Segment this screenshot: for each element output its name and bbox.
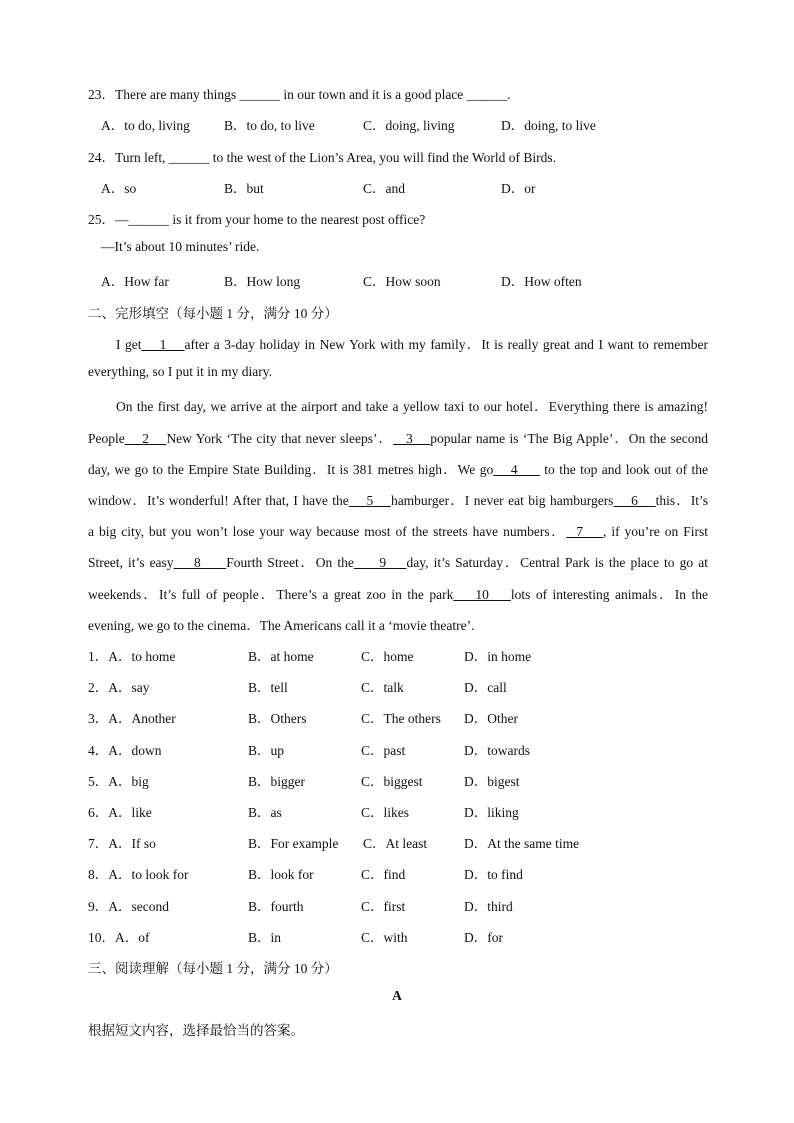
q5-option-a[interactable]: 5．A．big (88, 774, 149, 789)
blank-10: 10 (453, 587, 511, 602)
blank-6: 6 (613, 493, 656, 508)
q4-option-d[interactable]: D．towards (464, 743, 530, 758)
passage-line-5 (88, 458, 708, 478)
q5-option-b[interactable]: B．bigger (248, 774, 305, 789)
q25-option-b[interactable]: B．How long (224, 274, 301, 289)
q1-option-c[interactable]: C．home (361, 649, 414, 664)
q9-option-b[interactable]: B．fourth (248, 899, 304, 914)
blank-4: 4 (493, 462, 540, 477)
q25-option-d[interactable]: D．How often (501, 274, 582, 289)
q4-option-b[interactable]: B．up (248, 743, 285, 758)
q1-option-a[interactable]: 1．A．to home (88, 649, 176, 664)
blank-7: 7 (566, 524, 603, 539)
section-2-heading: 二、完形填空（每小题 1 分，满分 10 分） (88, 306, 338, 321)
passage-line-2: everything, so I put it in my diary. (88, 364, 272, 379)
passage-text: People (88, 431, 125, 446)
passage-text: lots of interesting animals．In the (510, 587, 709, 602)
question-25-stem: 25．—______ is it from your home to the nearest post office? (88, 212, 426, 227)
passage-line-10: evening, we go to the cinema．The Americans call it a ‘movie theatre’. (88, 618, 475, 633)
q7-option-b[interactable]: B．For example (248, 836, 339, 851)
q6-option-c[interactable]: C．likes (361, 805, 410, 820)
passage-line-8 (88, 551, 708, 571)
passage-line-7 (88, 520, 708, 540)
passage-text: a big city, but you won’t lose your way because most of the streets have numbers． (88, 524, 567, 539)
q10-option-d[interactable]: D．for (464, 930, 503, 945)
passage-text: Fourth Street．On the (226, 555, 354, 570)
reading-instruction: 根据短文内容，选择最恰当的答案。 (88, 1023, 304, 1038)
q23-option-a[interactable]: A．to do, living (101, 118, 190, 133)
passage-text: I get (116, 337, 142, 352)
blank-9: 9 (353, 555, 407, 570)
q24-option-d[interactable]: D．or (501, 181, 536, 196)
q7-option-a[interactable]: 7．A．If so (88, 836, 156, 851)
q8-option-d[interactable]: D．to find (464, 867, 523, 882)
passage-line-1 (88, 333, 708, 353)
q2-option-a[interactable]: 2．A．say (88, 680, 150, 695)
q24-option-b[interactable]: B．but (224, 181, 264, 196)
q4-option-a[interactable]: 4．A．down (88, 743, 162, 758)
blank-1: 1 (141, 337, 185, 352)
q3-option-b[interactable]: B．Others (248, 711, 307, 726)
blank-2: 2 (124, 431, 167, 446)
q8-option-c[interactable]: C．find (361, 867, 406, 882)
q6-option-a[interactable]: 6．A．like (88, 805, 152, 820)
q3-option-d[interactable]: D．Other (464, 711, 518, 726)
q10-option-b[interactable]: B．in (248, 930, 282, 945)
blank-8: 8 (173, 555, 227, 570)
blank-5: 5 (348, 493, 391, 508)
q23-option-b[interactable]: B．to do, to live (224, 118, 315, 133)
passage-text: Street, it’s easy (88, 555, 174, 570)
passage-text: after a 3-day holiday in New York with my family．It is really great and I want to remember (184, 337, 708, 352)
q10-option-a[interactable]: 10．A．of (88, 930, 150, 945)
q10-option-c[interactable]: C．with (361, 930, 408, 945)
passage-text: day, we go to the Empire State Building．It is 381 metres high．We go (88, 462, 494, 477)
passage-text: weekends．It’s full of people．There’s a great zoo in the park (88, 587, 454, 602)
q24-option-a[interactable]: A．so (101, 181, 137, 196)
passage-line-3: On the first day, we arrive at the airport and take a yellow taxi to our hotel．Everything there is amazing! (116, 399, 708, 414)
passage-text: to the top and look out of the (539, 462, 709, 477)
passage-text: , if you’re on First (602, 524, 709, 539)
q23-option-c[interactable]: C．doing, living (363, 118, 455, 133)
q1-option-b[interactable]: B．at home (248, 649, 314, 664)
q25-option-a[interactable]: A．How far (101, 274, 169, 289)
q6-option-d[interactable]: D．liking (464, 805, 519, 820)
passage-line-6 (88, 489, 708, 509)
q24-option-c[interactable]: C．and (363, 181, 405, 196)
q2-option-b[interactable]: B．tell (248, 680, 288, 695)
part-label: A (392, 988, 402, 1003)
passage-line-4 (88, 427, 708, 447)
passage-line-9 (88, 583, 708, 603)
passage-text: New York ‘The city that never sleeps’． (166, 431, 393, 446)
q9-option-d[interactable]: D．third (464, 899, 513, 914)
q7-option-d[interactable]: D．At the same time (464, 836, 580, 851)
q2-option-d[interactable]: D．call (464, 680, 507, 695)
q4-option-c[interactable]: C．past (361, 743, 406, 758)
question-23-stem: 23．There are many things ______ in our town and it is a good place ______. (88, 87, 511, 102)
q5-option-c[interactable]: C．biggest (361, 774, 423, 789)
passage-text: hamburger．I never eat big hamburgers (390, 493, 614, 508)
question-25-reply: —It’s about 10 minutes’ ride. (101, 239, 260, 254)
q6-option-b[interactable]: B．as (248, 805, 282, 820)
passage-text: window．It’s wonderful! After that, I have the (88, 493, 349, 508)
q5-option-d[interactable]: D．bigest (464, 774, 520, 789)
question-24-stem: 24．Turn left, ______ to the west of the Lion’s Area, you will find the World of Birds. (88, 150, 556, 165)
blank-3: 3 (392, 431, 431, 446)
section-3-heading: 三、阅读理解（每小题 1 分，满分 10 分） (88, 961, 338, 976)
q8-option-b[interactable]: B．look for (248, 867, 314, 882)
q23-option-d[interactable]: D．doing, to live (501, 118, 596, 133)
q9-option-c[interactable]: C．first (361, 899, 406, 914)
q2-option-c[interactable]: C．talk (361, 680, 404, 695)
q8-option-a[interactable]: 8．A．to look for (88, 867, 189, 882)
passage-text: this．It’s (655, 493, 709, 508)
q3-option-a[interactable]: 3．A．Another (88, 711, 176, 726)
q3-option-c[interactable]: C．The others (361, 711, 441, 726)
q9-option-a[interactable]: 9．A．second (88, 899, 169, 914)
passage-text: popular name is ‘The Big Apple’．On the second (430, 431, 709, 446)
q7-option-c[interactable]: C．At least (363, 836, 428, 851)
passage-text: day, it’s Saturday．Central Park is the place to go at (406, 555, 709, 570)
q25-option-c[interactable]: C．How soon (363, 274, 441, 289)
q1-option-d[interactable]: D．in home (464, 649, 532, 664)
